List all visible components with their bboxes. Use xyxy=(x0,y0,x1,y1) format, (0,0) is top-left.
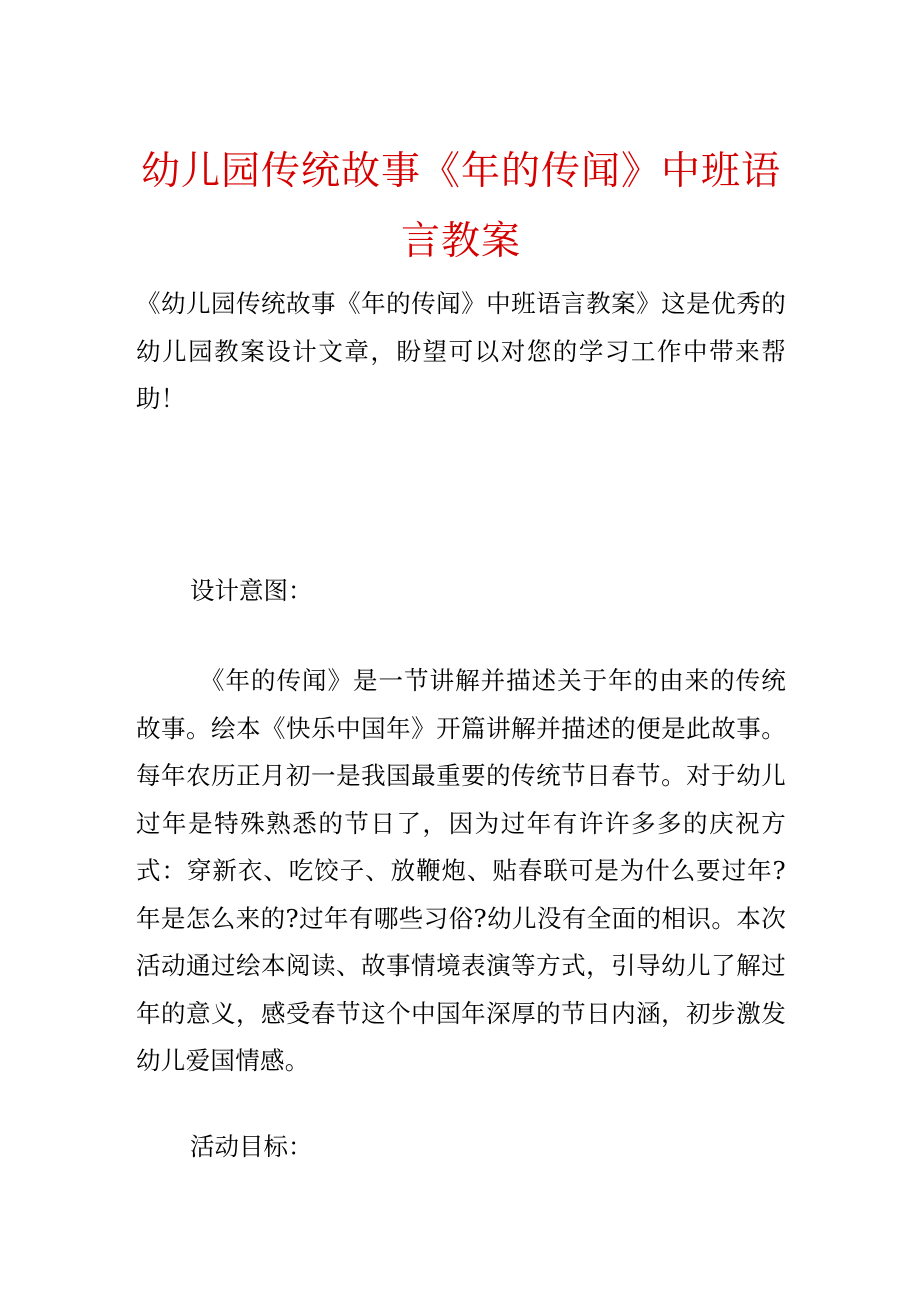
title-line-2: 言教案 xyxy=(400,219,521,264)
design-intent-paragraph: 《年的传闻》是一节讲解并描述关于年的由来的传统故事。绘本《快乐中国年》开篇讲解并描述的便是此故事。每年农历正月初一是我国最重要的传统节日春节。对于幼儿过年是特殊熟悉的节日了，因为过年有许许多多的庆祝方式：穿新衣、吃饺子、放鞭炮、贴春联可是为什么要过年?年是怎么来的?过年有哪些习俗?幼儿没有全面的相识。本次活动通过绘本阅读、故事情境表演等方式，引导幼儿了解过年的意义，感受春节这个中国年深厚的节日内涵，初步激发幼儿爱国情感。 xyxy=(136,666,786,1075)
title-line-1: 幼儿园传统故事《年的传闻》中班语 xyxy=(140,149,781,194)
section-heading-activity-goals: 活动目标： xyxy=(190,1132,313,1161)
section-heading-design-intent: 设计意图： xyxy=(190,576,313,605)
intro-paragraph: 《幼儿园传统故事《年的传闻》中班语言教案》这是优秀的幼儿园教案设计文章，盼望可以对您的学习工作中带来帮助！ xyxy=(136,289,786,413)
